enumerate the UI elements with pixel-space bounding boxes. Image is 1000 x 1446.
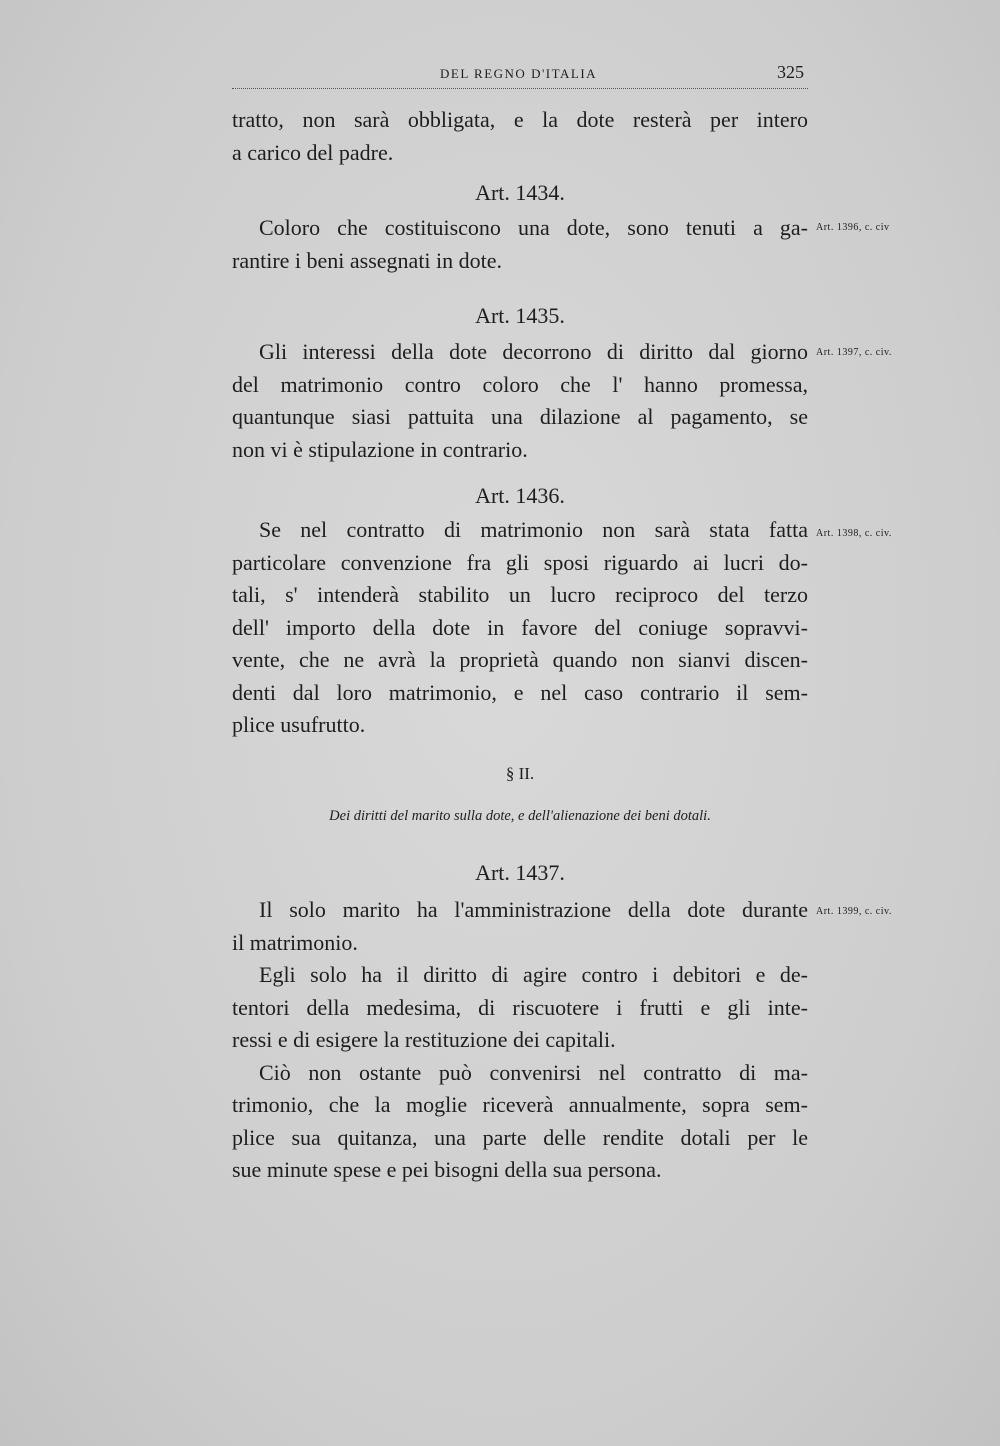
text-line: il matrimonio.: [232, 929, 358, 955]
text-line: Ciò non ostante può convenirsi nel contratto di ma-: [259, 1059, 808, 1085]
article-1437-body: [232, 894, 808, 1187]
article-1436-body: [232, 514, 808, 742]
text-line: del matrimonio contro coloro che l' hanno promessa,: [232, 371, 808, 397]
article-1434-heading: Art. 1434.: [475, 180, 565, 205]
text-line: Il solo marito ha l'amministrazione della dote durante: [259, 897, 808, 922]
text-line: sue minute spese e pei bisogni della sua persona.: [232, 1157, 662, 1182]
intro-paragraph: [232, 104, 808, 169]
text-line: Gli interessi della dote decorrono di diritto dal giorno: [259, 339, 808, 364]
text-line: plice usufrutto.: [232, 712, 366, 737]
text-line: rantire i beni assegnati in dote.: [232, 247, 503, 273]
text-line: particolare convenzione fra gli sposi riguardo ai lucri do-: [232, 549, 808, 575]
text-line: Egli solo ha il diritto di agire contro i debitori e de-: [259, 962, 808, 987]
text-line: tratto, non sarà obbligata, e la dote resterà per intero: [232, 107, 808, 132]
text-line: vente, che ne avrà la proprietà quando non sianvi discen-: [232, 647, 808, 672]
text-line: tali, s' intenderà stabilito un lucro reciproco del terzo: [232, 582, 808, 607]
article-1434-margin-note: Art. 1396, c. civ: [816, 222, 890, 233]
text-line: ressi e di esigere la restituzione dei capitali.: [232, 1027, 616, 1052]
article-1435-heading: Art. 1435.: [475, 303, 565, 328]
section-mark: § II.: [505, 764, 535, 783]
text-line: Se nel contratto di matrimonio non sarà stata fatta: [259, 517, 808, 542]
article-1434-body: [232, 212, 808, 277]
text-line: Coloro che costituiscono una dote, sono tenuti a ga-: [259, 215, 808, 240]
text-line: tentori della medesima, di riscuotere i frutti e gli inte-: [232, 994, 808, 1020]
text-line: plice sua quitanza, una parte delle rendite dotali per le: [232, 1124, 808, 1150]
article-1435-body: [232, 336, 808, 466]
text-line: quantunque siasi pattuita una dilazione al pagamento, se: [232, 404, 808, 429]
text-line: trimonio, che la moglie riceverà annualmente, sopra sem-: [232, 1092, 808, 1117]
article-1437-heading: Art. 1437.: [475, 860, 565, 885]
page-number: 325: [777, 62, 804, 82]
article-1436-margin-note: Art. 1398, c. civ.: [816, 528, 892, 539]
running-head: [232, 62, 808, 89]
text-line: a carico del padre.: [232, 139, 394, 165]
article-1437-margin-note: Art. 1399, c. civ.: [816, 906, 892, 917]
article-1436-heading: Art. 1436.: [475, 483, 565, 508]
text-line: dell' importo della dote in favore del coniuge sopravvi-: [232, 614, 808, 640]
running-title: DEL REGNO D'ITALIA: [440, 66, 598, 81]
text-line: denti dal loro matrimonio, e nel caso contrario il sem-: [232, 679, 808, 705]
text-line: non vi è stipulazione in contrario.: [232, 436, 528, 462]
section-title: Dei diritti del marito sulla dote, e dell'alienazione dei beni dotali.: [329, 808, 711, 824]
article-1435-margin-note: Art. 1397, c. civ.: [816, 347, 892, 358]
